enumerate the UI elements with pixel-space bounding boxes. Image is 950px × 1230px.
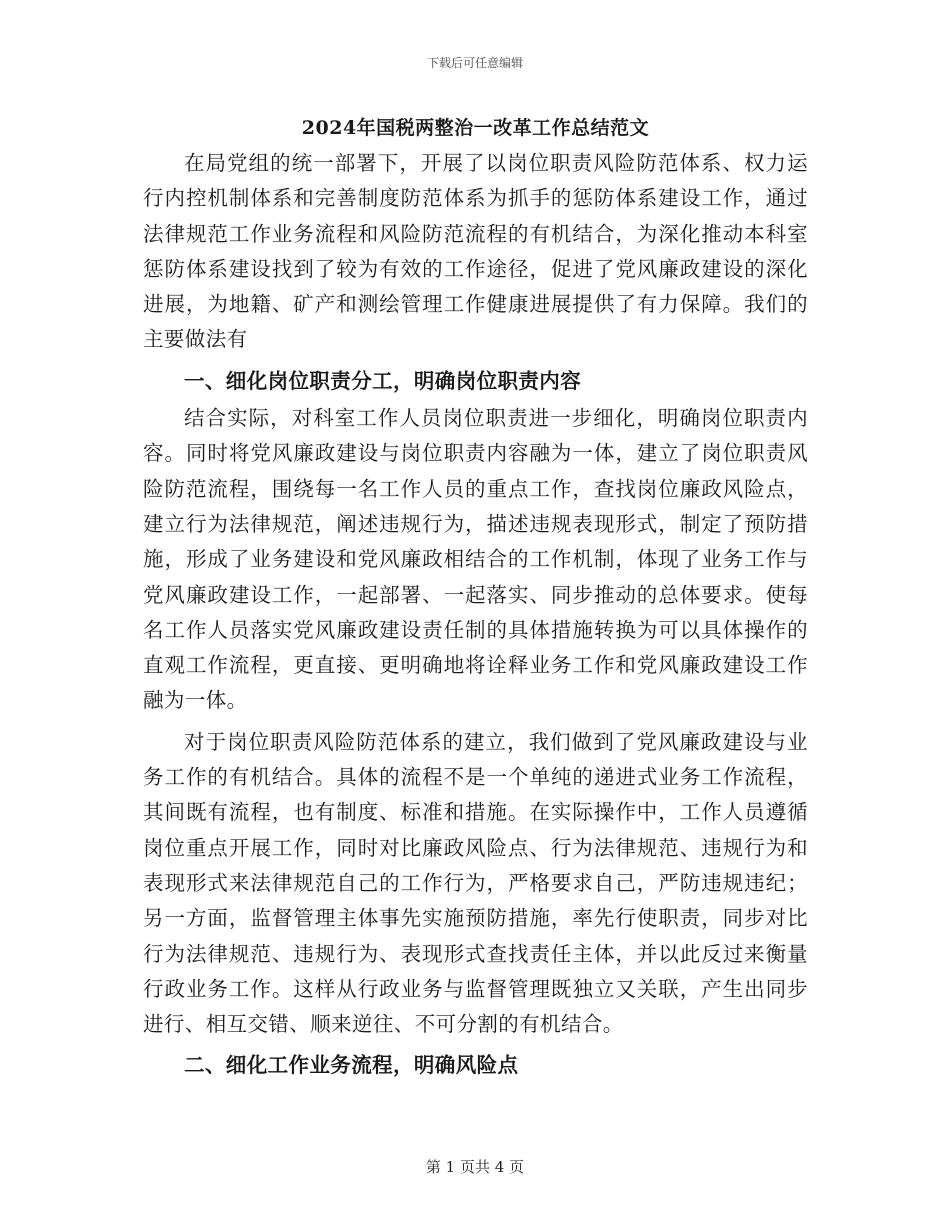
page-header-note: 下载后可任意编辑 [426, 56, 523, 70]
section-1-paragraph-1: 结合实际，对科室工作人员岗位职责进一步细化，明确岗位职责内容。同时将党风廉政建设与岗位职责内容融为一体，建立了岗位职责风险防范流程，围绕每一名工作人员的重点工作，查找岗位廉政风险点，建立行为法律规范，阐述违规行为，描述违规表现形式，制定了预防措施，形成了业务建设和党风廉政相结合的工作机制，体现了业务工作与党风廉政建设工作，一起部署、一起落实、同步推动的总体要求。使每名工作人员落实党风廉政建设责任制的具体措施转换为可以具体操作的直观工作流程，更直接、更明确地将诠释业务工作和党风廉政建设工作融为一体。 [143, 406, 808, 713]
document-title: 2024年国税两整治一改革工作总结范文 [301, 117, 650, 139]
section-1-paragraph-2: 对于岗位职责风险防范体系的建立，我们做到了党风廉政建设与业务工作的有机结合。具体的流程不是一个单纯的递进式业务工作流程，其间既有流程，也有制度、标准和措施。在实际操作中，工作人员遵循岗位重点开展工作，同时对比廉政风险点、行为法律规范、违规行为和表现形式来法律规范自己的工作行为，严格要求自己，严防违规违纪；另一方面，监督管理主体事先实施预防措施，率先行使职责，同步对比行为法律规范、违规行为、表现形式查找责任主体，并以此反过来衡量行政业务工作。这样从行政业务与监督管理既独立又关联，产生出同步进行、相互交错、顺来逆往、不可分割的有机结合。 [143, 729, 808, 1037]
document-body [143, 112, 808, 1086]
page-number: 第 1 页共 4 页 [425, 1158, 525, 1176]
intro-paragraph: 在局党组的统一部署下，开展了以岗位职责风险防范体系、权力运行内控机制体系和完善制度防范体系为抓手的惩防体系建设工作，通过法律规范工作业务流程和风险防范流程的有机结合，为深化推动本科室惩防体系建设找到了较为有效的工作途径，促进了党风廉政建设的深化进展，为地籍、矿产和测绘管理工作健康进展提供了有力保障。我们的主要做法有 [143, 151, 808, 352]
section-2-heading: 二、细化工作业务流程，明确风险点 [184, 1053, 519, 1078]
section-1-heading: 一、细化岗位职责分工，明确岗位职责内容 [184, 368, 582, 393]
